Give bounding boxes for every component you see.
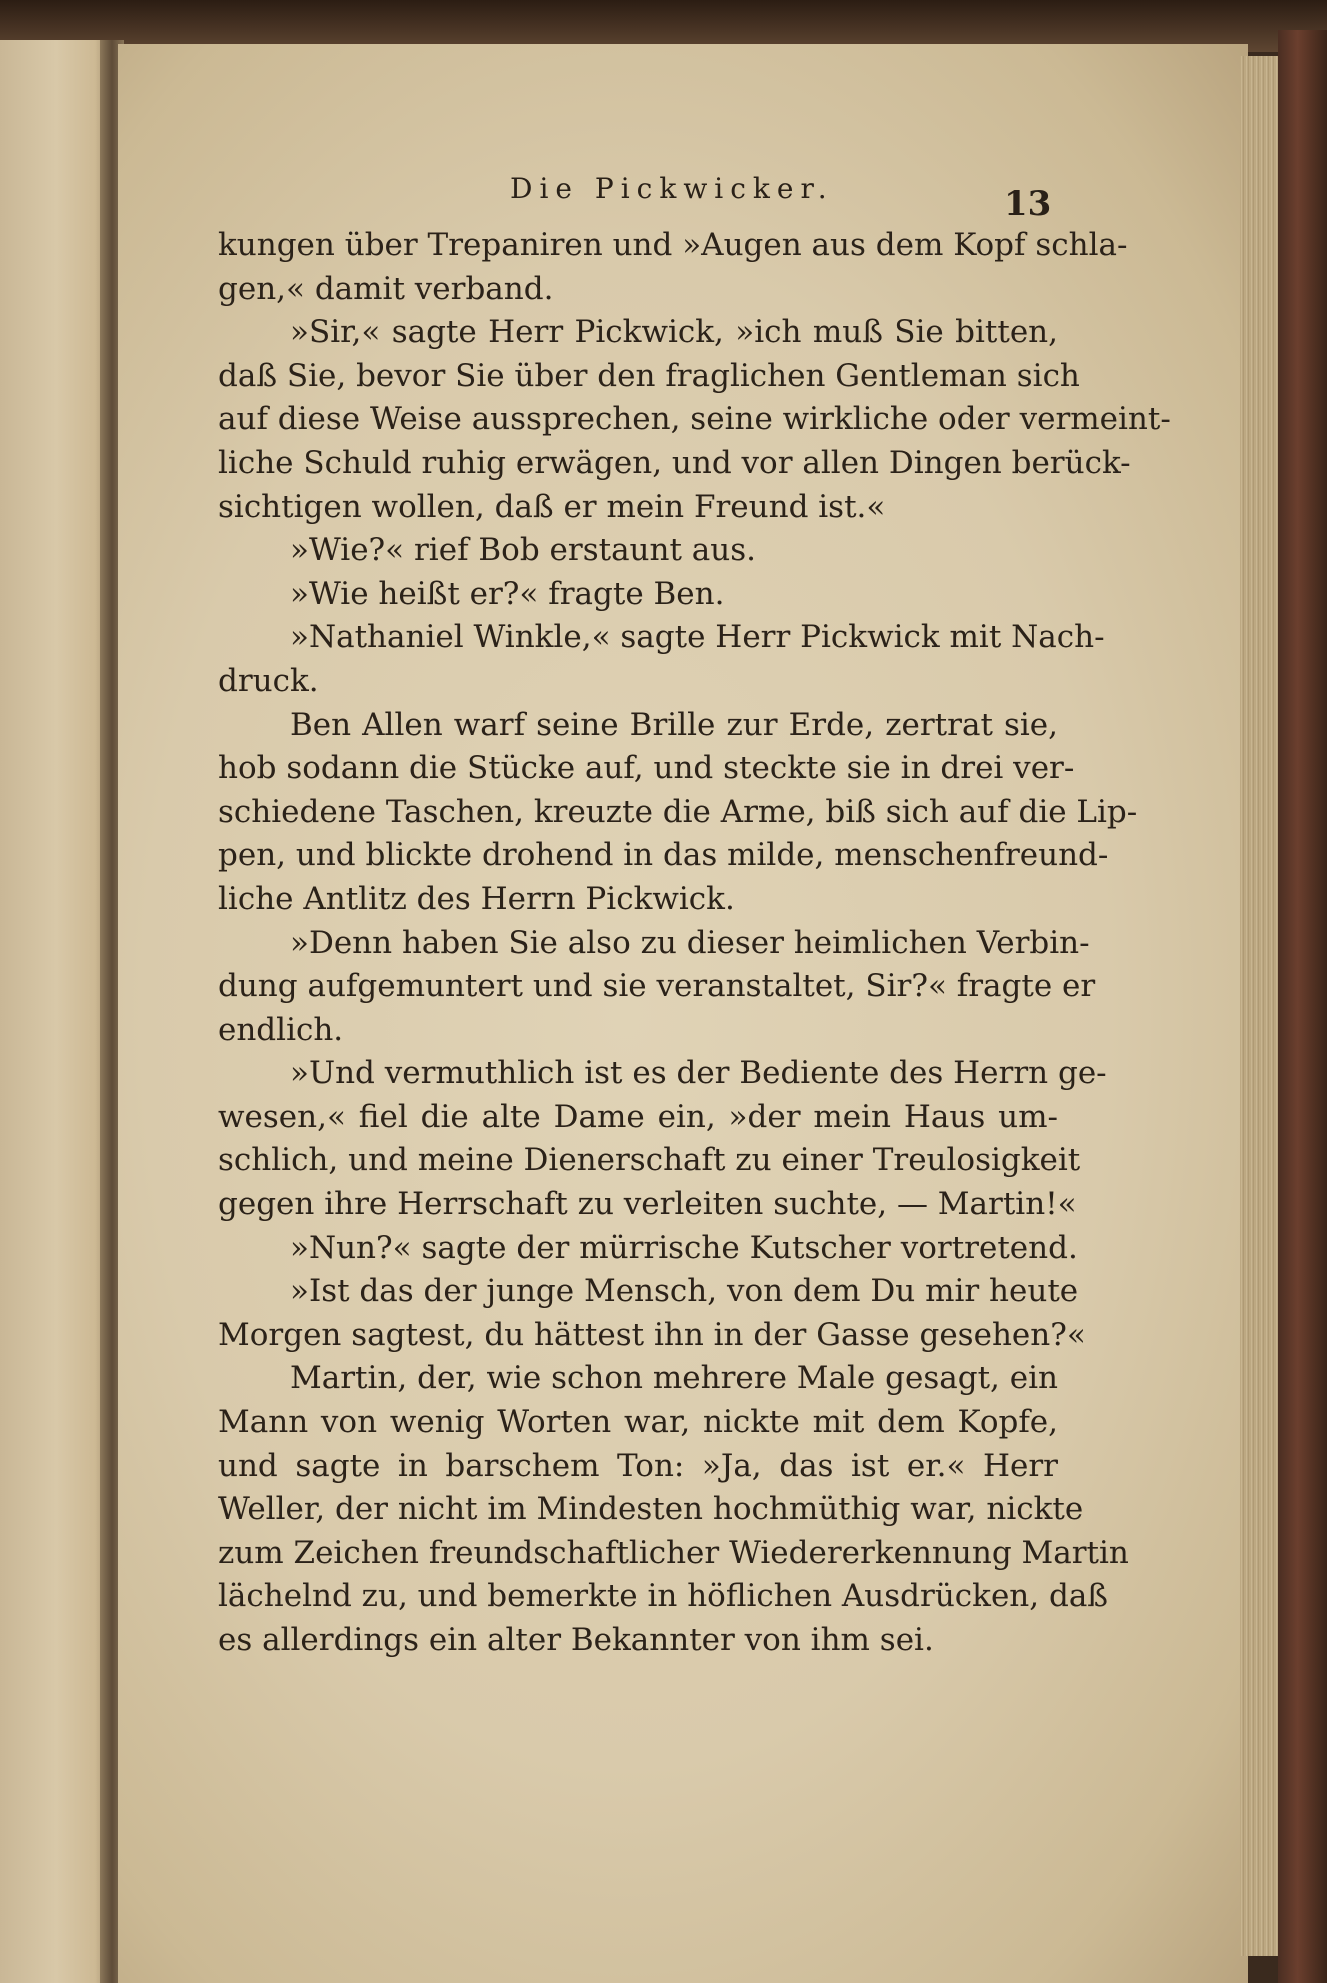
text-line: »Wie heißt er?« fragte Ben. bbox=[290, 575, 725, 612]
text-line: lächelnd zu, und bemerkte in höflichen Ausdrücken, daß bbox=[218, 1578, 1109, 1615]
text-line: sichtigen wollen, daß er mein Freund ist.« bbox=[218, 488, 886, 525]
text-line: Martin, der, wie schon mehrere Male gesagt, ein bbox=[290, 1360, 1058, 1397]
text-line: »Nun?« sagte der mürrische Kutscher vortretend. bbox=[290, 1229, 1078, 1266]
text-line: endlich. bbox=[218, 1011, 344, 1048]
left-page-margin bbox=[0, 40, 112, 1983]
text-line: Weller, der nicht im Mindesten hochmüthig war, nickte bbox=[218, 1491, 1084, 1528]
text-line: es allerdings ein alter Bekannter von ihm sei. bbox=[218, 1622, 934, 1658]
text-line: Morgen sagtest, du hättest ihn in der Gasse gesehen?« bbox=[218, 1316, 1086, 1353]
text-line: zum Zeichen freundschaftlicher Wiedererkennung Martin bbox=[218, 1534, 1129, 1571]
text-line: liche Antlitz des Herrn Pickwick. bbox=[218, 880, 735, 917]
text-line: auf diese Weise aussprechen, seine wirkliche oder vermeint- bbox=[218, 401, 1171, 438]
running-header: Die Pickwicker. bbox=[510, 172, 834, 205]
text-line: dung aufgemuntert und sie veranstaltet, Sir?« fragte er bbox=[218, 968, 1096, 1005]
text-line: pen, und blickte drohend in das milde, menschenfreund- bbox=[218, 837, 1109, 874]
text-line: druck. bbox=[218, 662, 319, 699]
page-edges bbox=[1240, 56, 1280, 1956]
text-line: schiedene Taschen, kreuzte die Arme, biß sich auf die Lip- bbox=[218, 793, 1138, 830]
text-line: »Und vermuthlich ist es der Bediente des Herrn ge- bbox=[290, 1055, 1107, 1092]
text-line: »Sir,« sagte Herr Pickwick, »ich muß Sie bitten, bbox=[290, 314, 1058, 351]
body-text bbox=[218, 224, 1171, 1663]
text-line: »Wie?« rief Bob erstaunt aus. bbox=[290, 532, 756, 569]
page-number: 13 bbox=[1004, 184, 1052, 224]
text-line: gegen ihre Herrschaft zu verleiten suchte, — Martin!« bbox=[218, 1186, 1077, 1223]
text-line: gen,« damit verband. bbox=[218, 270, 554, 307]
text-line: liche Schuld ruhig erwägen, und vor allen Dingen berück- bbox=[218, 444, 1131, 481]
text-line: und sagte in barschem Ton: »Ja, das ist er.« Herr bbox=[218, 1447, 1058, 1484]
text-line: kungen über Trepaniren und »Augen aus dem Kopf schla- bbox=[218, 227, 1128, 263]
text-line: hob sodann die Stücke auf, und steckte sie in drei ver- bbox=[218, 750, 1075, 787]
text-line: »Ist das der junge Mensch, von dem Du mir heute bbox=[290, 1273, 1079, 1310]
text-line: »Nathaniel Winkle,« sagte Herr Pickwick mit Nach- bbox=[290, 619, 1105, 656]
text-line: schlich, und meine Dienerschaft zu einer Treulosigkeit bbox=[218, 1142, 1081, 1179]
text-line: wesen,« fiel die alte Dame ein, »der mein Haus um- bbox=[218, 1098, 1058, 1135]
text-line: Ben Allen warf seine Brille zur Erde, zertrat sie, bbox=[290, 706, 1058, 743]
text-line: daß Sie, bevor Sie über den fraglichen Gentleman sich bbox=[218, 357, 1080, 394]
book-cover-right-edge bbox=[1278, 30, 1327, 1983]
text-line: »Denn haben Sie also zu dieser heimlichen Verbin- bbox=[290, 924, 1090, 961]
text-line: Mann von wenig Worten war, nickte mit dem Kopfe, bbox=[218, 1404, 1058, 1441]
